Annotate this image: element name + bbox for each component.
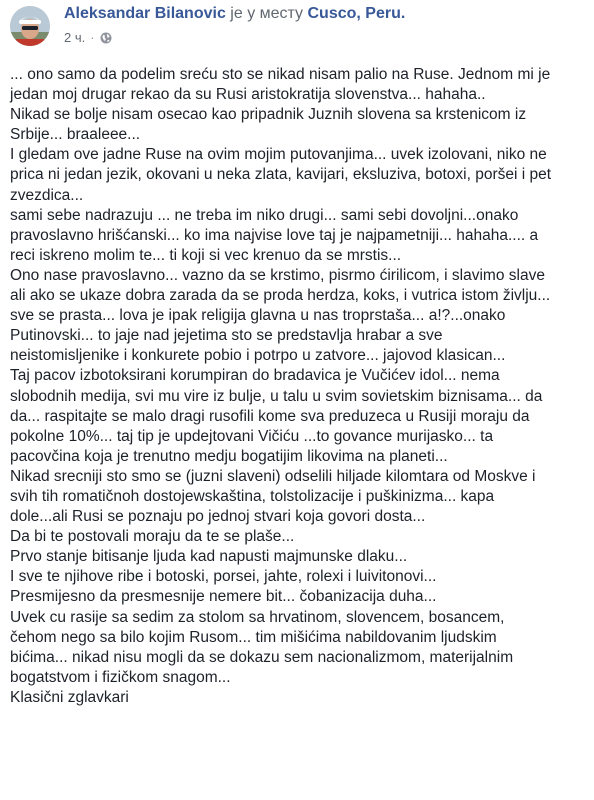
post-text-line: pokolne 10%... taj tip je updejtovani Vičiću ...to govance murijasko... ta [10,427,494,445]
avatar-photo [10,6,50,46]
location-link[interactable]: Cusco, Peru. [307,5,406,22]
post-header [0,0,594,60]
post-text-line: prica ni jedan jezik, okovani u neka zlata, kavijari, eksluziva, botoxi, poršei i pet [10,166,552,184]
post-text [10,65,594,708]
author-name-link[interactable]: Aleksandar Bilanovic [64,5,226,22]
post-text-line: bićima... nikad nisu mogli da se dokazu sem nacionalizmom, materijalnim [10,648,514,666]
post-text-line: I sve te njihove ribe i botoski, porsei, jahte, rolexi i luivitonovi... [10,568,437,586]
post-text-line: Da bi te postovali moraju da te se plaše... [10,528,295,546]
post-text-line: Klasični zglavkari [10,688,129,706]
post-text-line: dole...ali Rusi se poznaju po jednoj stvari koja govori dosta... [10,508,426,526]
post-text-line: jedan moj drugar rekao da su Rusi aristokratija slovenstva... hahaha.. [10,86,486,104]
post-timestamp[interactable]: 2 ч. [64,30,86,45]
post-text-line: čehom nego sa bilo kojim Rusom... tim mišićima nabildovanim ljudskim [10,628,497,646]
post-text-line: pravoslavno hrišćanski... ko ima najvise love taj je najpametniji... hahaha.... a [10,226,539,244]
author-avatar[interactable] [10,6,50,46]
post-text-line: ... ono samo da podelim sreću sto se nikad nisam palio na Ruse. Jednom mi je [10,66,551,83]
post-text-line: sami sebe nadrazuju ... ne treba im niko drugi... sami sebi dovoljni...onako [10,206,519,224]
post-text-line: Nikad se bolje nisam osecao kao pripadnik Juznih slovena sa krstenicom iz [10,106,527,124]
post-text-line: da... raspitajte se malo dragi rusofili kome sva preduzeca u Rusiji moraju da [10,407,530,425]
post-text-line: slobodnih medija, svi mu vire iz bulje, u talu u svim sovietskim biznisama... da [10,387,543,405]
post-text-line: Srbije... braaleee... [10,126,141,144]
post-text-line: Presmijesno da presmesnije nemere bit... čobanizacija duha... [10,588,437,606]
post-text-line: Nikad srecniji sto smo se (juzni slaveni) odselili hiljade kilomtara od Moskve i [10,467,536,485]
post-text-line: bogatstvom i fizičkom snagom... [10,668,231,686]
author-line [64,4,405,24]
post-text-line: Taj pacov izbotoksirani korumpiran do bradavica je Vučićev idol... nema [10,367,500,385]
post-text-line: Uvek cu rasije sa sedim za stolom sa hrvatinom, slovencem, bosancem, [10,608,505,626]
globe-icon[interactable] [100,32,112,44]
post-text-line: Prvo stanje bitisanje ljuda kad napusti majmunske dlaku... [10,548,408,566]
post-meta [64,30,112,46]
post-text-line: svih tih romatičnoh dostojewskaština, tolstolizacije i puškinizma... kapa [10,487,495,505]
post-text-line: neistomisljenike i konkurete pobio i potrpo u zatvore... jajovod klasican... [10,347,506,365]
post-text-line: reci iskreno molim te... ti koji si vec krenuo da se mrstis... [10,246,402,264]
post-text-line: sve se prasta... lova je ipak religija glavna u nas troprstaša... a!?...onako [10,307,506,325]
post-text-line: pacovčina koja je trenutno medju bogatijim likovima na planeti... [10,447,448,465]
post-text-line: Ono nase pravoslavno... vazno da se krstimo, pisrmo ćirilicom, i slavimo slave [10,266,545,284]
post-text-line: I gledam ove jadne Ruse na ovim mojim putovanjima... uvek izolovani, niko ne [10,146,547,164]
post-text-line: ali ako se ukaze dobra zarada da se proda herdza, koks, i vutrica istom življu... [10,287,551,305]
post-text-line: Putinovski... to jaje nad jejetima sto se predstavlja hrabar a sve [10,327,443,345]
post-text-line: zvezdica... [10,186,84,204]
meta-separator: · [90,30,95,45]
location-prefix: је у месту [230,5,304,22]
